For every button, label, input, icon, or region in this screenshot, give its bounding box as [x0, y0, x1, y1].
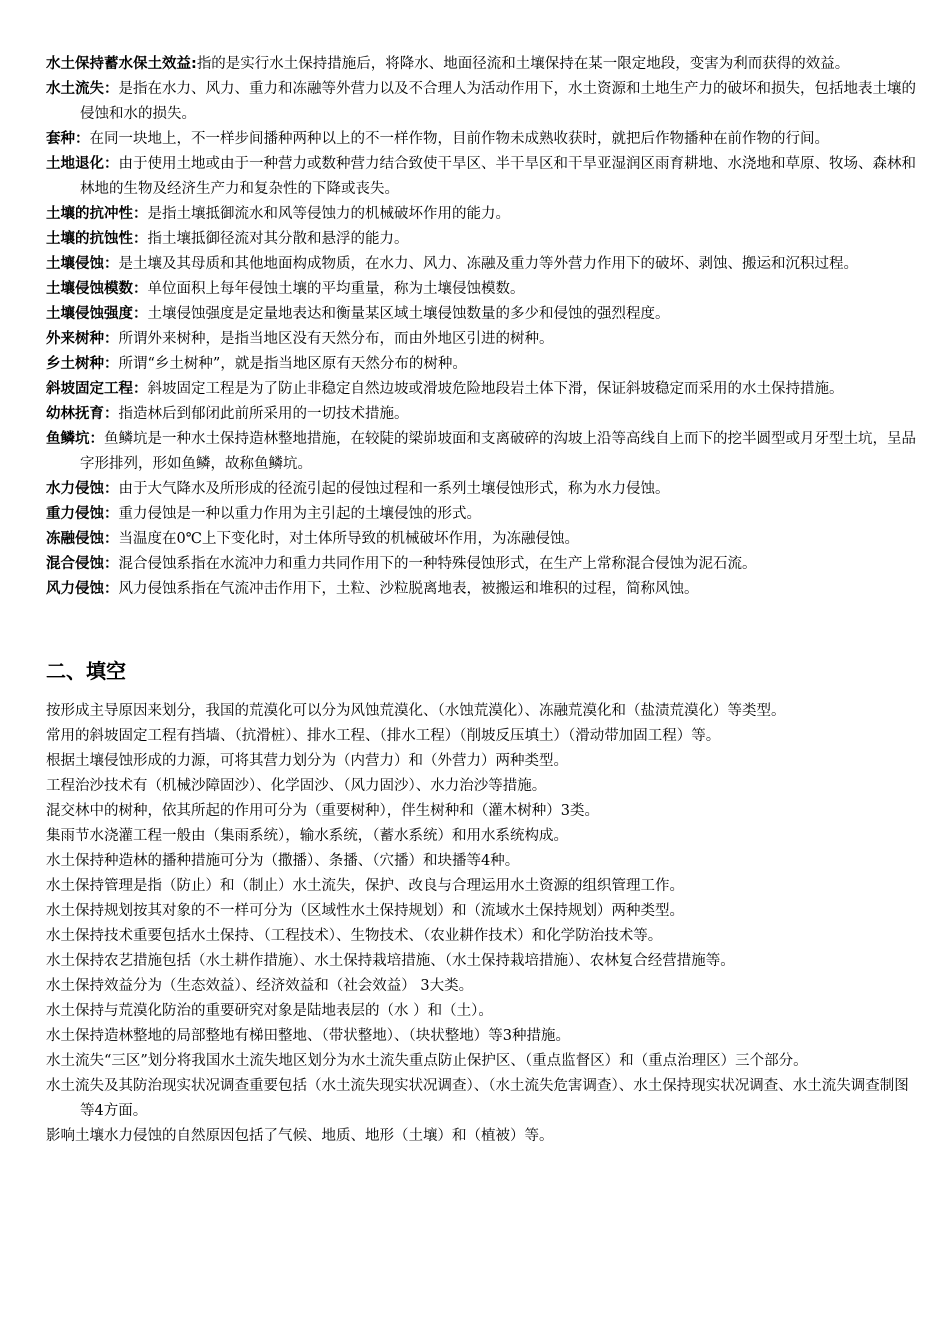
fill-in-item: 水土保持规划按其对象的不一样可分为（区域性水土保持规划）和（流域水土保持规划）两种类型。 — [46, 903, 684, 919]
definition-term: 土壤侵蚀 — [46, 256, 104, 272]
fill-in-item: 水土流失及其防治现实状况调查重要包括（水土流失现实状况调查）、（水土流失危害调查）、水土保持现实状况调查、水土流失调查制图等4方面。 — [46, 1078, 909, 1119]
fill-in-item: 水土保持与荒漠化防治的重要研究对象是陆地表层的（水 ）和（土）。 — [46, 1003, 493, 1019]
definition-separator: : — [191, 56, 197, 72]
section-title-fill-in: 二、填空 — [46, 659, 126, 683]
definition-separator: ： — [133, 206, 148, 222]
definition-item — [46, 352, 916, 377]
definitions-list — [46, 52, 916, 602]
definition-item — [46, 277, 916, 302]
definition-text: 单位面积上每年侵蚀土壤的平均重量，称为土壤侵蚀模数。 — [147, 281, 525, 297]
definition-term: 幼林抚育 — [46, 406, 104, 422]
definition-text: 是指在水力、风力、重力和冻融等外营力以及不合理人为活动作用下，水土资源和土地生产力的破坏和损失，包括地表土壤的侵蚀和水的损失。 — [80, 81, 916, 122]
definition-text: 指造林后到郁闭此前所采用的一切技术措施。 — [118, 406, 409, 422]
fill-in-item: 水土保持造林整地的局部整地有梯田整地、（带状整地）、（块状整地）等3种措施。 — [46, 1028, 570, 1044]
definition-term: 水力侵蚀 — [46, 481, 104, 497]
fill-in-item: 常用的斜坡固定工程有挡墙、（抗滑桩）、排水工程、（排水工程）（削坡反压填土）（滑动带加固工程）等。 — [46, 728, 721, 744]
definition-separator: ： — [104, 531, 119, 547]
fill-in-item: 混交林中的树种，依其所起的作用可分为（重要树种），伴生树种和（灌木树种）3类。 — [46, 803, 599, 819]
definition-term: 水土保持蓄水保土效益 — [46, 56, 191, 72]
definition-item — [46, 302, 916, 327]
definition-separator: ： — [104, 331, 119, 347]
definition-item — [46, 477, 916, 502]
definition-term: 土壤的抗蚀性 — [46, 231, 133, 247]
definition-term: 重力侵蚀 — [46, 506, 104, 522]
definition-item — [46, 252, 916, 277]
definition-term: 土壤侵蚀模数 — [46, 281, 133, 297]
fill-in-list — [46, 699, 916, 1149]
fill-in-item: 水土保持技术重要包括水土保持、（工程技术）、生物技术、（农业耕作技术）和化学防治技术等。 — [46, 928, 663, 944]
definition-separator: ： — [104, 481, 119, 497]
definition-separator: ： — [104, 581, 119, 597]
definition-separator: ： — [133, 306, 148, 322]
definition-term: 风力侵蚀 — [46, 581, 104, 597]
fill-in-item: 影响土壤水力侵蚀的自然原因包括了气候、地质、地形（土壤）和（植被）等。 — [46, 1128, 554, 1144]
definition-term: 土壤的抗冲性 — [46, 206, 133, 222]
definition-text: 所谓“乡土树种”，就是指当地区原有天然分布的树种。 — [118, 356, 467, 372]
definition-text: 是指土壤抵御流水和风等侵蚀力的机械破坏作用的能力。 — [147, 206, 510, 222]
definition-text: 由于大气降水及所形成的径流引起的侵蚀过程和一系列土壤侵蚀形式，称为水力侵蚀。 — [118, 481, 670, 497]
definition-item — [46, 502, 916, 527]
fill-in-item: 集雨节水浇灌工程一般由（集雨系统），输水系统，（蓄水系统）和用水系统构成。 — [46, 828, 568, 844]
definition-term: 水土流失 — [46, 81, 104, 97]
definition-text: 鱼鳞坑是一种水土保持造林整地措施，在较陡的梁峁坡面和支离破碎的沟坡上沿等高线自上而下的挖半圆型或月牙型土坑，呈品字形排列，形如鱼鳞，故称鱼鳞坑。 — [80, 431, 916, 472]
definition-text: 当温度在0℃上下变化时，对土体所导致的机械破坏作用，为冻融侵蚀。 — [118, 531, 579, 547]
definition-term: 斜坡固定工程 — [46, 381, 133, 397]
definition-item — [46, 427, 916, 477]
definition-term: 鱼鳞坑 — [46, 431, 90, 447]
definition-item — [46, 152, 916, 202]
definition-item — [46, 77, 916, 127]
definition-text: 斜坡固定工程是为了防止非稳定自然边坡或滑坡危险地段岩土体下滑，保证斜坡稳定而采用的水土保持措施。 — [147, 381, 844, 397]
fill-in-item: 根据土壤侵蚀形成的力源，可将其营力划分为（内营力）和（外营力）两种类型。 — [46, 753, 568, 769]
definition-item — [46, 577, 916, 602]
definition-separator: ： — [89, 431, 104, 447]
definition-text: 风力侵蚀系指在气流冲击作用下，土粒、沙粒脱离地表，被搬运和堆积的过程，简称风蚀。 — [118, 581, 699, 597]
definition-text: 重力侵蚀是一种以重力作用为主引起的土壤侵蚀的形式。 — [118, 506, 481, 522]
fill-in-item: 水土保持管理是指（防止）和（制止）水土流失，保护、改良与合理运用水土资源的组织管理工作。 — [46, 878, 684, 894]
fill-in-item: 按形成主导原因来划分，我国的荒漠化可以分为风蚀荒漠化、（水蚀荒漠化）、冻融荒漠化和（盐渍荒漠化）等类型。 — [46, 703, 786, 719]
definition-term: 套种 — [46, 131, 75, 147]
definition-separator: ： — [133, 281, 148, 297]
fill-in-item: 水土流失“三区”划分将我国水土流失地区划分为水土流失重点防止保护区、（重点监督区）和（重点治理区）三个部分。 — [46, 1053, 808, 1069]
definition-separator: ： — [104, 81, 119, 97]
definition-term: 土地退化 — [46, 156, 104, 172]
definition-term: 乡土树种 — [46, 356, 104, 372]
definition-item — [46, 327, 916, 352]
definition-separator: ： — [104, 156, 119, 172]
definition-term: 土壤侵蚀强度 — [46, 306, 133, 322]
definition-text: 指的是实行水土保持措施后，将降水、地面径流和土壤保持在某一限定地段，变害为利而获得的效益。 — [196, 56, 850, 72]
definition-text: 土壤侵蚀强度是定量地表达和衡量某区域土壤侵蚀数量的多少和侵蚀的强烈程度。 — [147, 306, 670, 322]
definition-text: 由于使用土地或由于一种营力或数种营力结合致使干旱区、半干旱区和干旱亚湿润区雨育耕地、水浇地和草原、牧场、森林和林地的生物及经济生产力和复杂性的下降或丧失。 — [80, 156, 916, 197]
definition-separator: ： — [133, 381, 148, 397]
definition-item — [46, 202, 916, 227]
definition-text: 是土壤及其母质和其他地面构成物质，在水力、风力、冻融及重力等外营力作用下的破坏、剥蚀、搬运和沉积过程。 — [118, 256, 858, 272]
definition-text: 指土壤抵御径流对其分散和悬浮的能力。 — [147, 231, 409, 247]
definition-separator: ： — [104, 556, 119, 572]
definition-item — [46, 552, 916, 577]
definition-separator: ： — [75, 131, 90, 147]
definition-term: 混合侵蚀 — [46, 556, 104, 572]
definition-item — [46, 377, 916, 402]
definition-separator: ： — [104, 256, 119, 272]
fill-in-item: 水土保持农艺措施包括（水土耕作措施）、水土保持栽培措施、（水土保持栽培措施）、农林复合经营措施等。 — [46, 953, 735, 969]
definition-item — [46, 527, 916, 552]
definition-item — [46, 227, 916, 252]
definition-text: 混合侵蚀系指在水流冲力和重力共同作用下的一种特殊侵蚀形式，在生产上常称混合侵蚀为泥石流。 — [118, 556, 757, 572]
definition-item — [46, 127, 916, 152]
definition-text: 所谓外来树种，是指当地区没有天然分布，而由外地区引进的树种。 — [118, 331, 554, 347]
definition-text: 在同一块地上，不一样步间播种两种以上的不一样作物，目前作物未成熟收获时，就把后作物播种在前作物的行间。 — [89, 131, 829, 147]
definition-separator: ： — [104, 406, 119, 422]
definition-separator: ： — [104, 356, 119, 372]
definition-item — [46, 52, 916, 77]
fill-in-item: 工程治沙技术有（机械沙障固沙）、化学固沙、（风力固沙）、水力治沙等措施。 — [46, 778, 547, 794]
document-page — [46, 52, 916, 1149]
fill-in-item: 水土保持效益分为（生态效益）、经济效益和（社会效益） 3大类。 — [46, 978, 474, 994]
definition-item — [46, 402, 916, 427]
fill-in-item: 水土保持种造林的播种措施可分为（撒播）、条播、（穴播）和块播等4种。 — [46, 853, 520, 869]
definition-separator: ： — [104, 506, 119, 522]
definition-term: 外来树种 — [46, 331, 104, 347]
definition-separator: ： — [133, 231, 148, 247]
definition-term: 冻融侵蚀 — [46, 531, 104, 547]
